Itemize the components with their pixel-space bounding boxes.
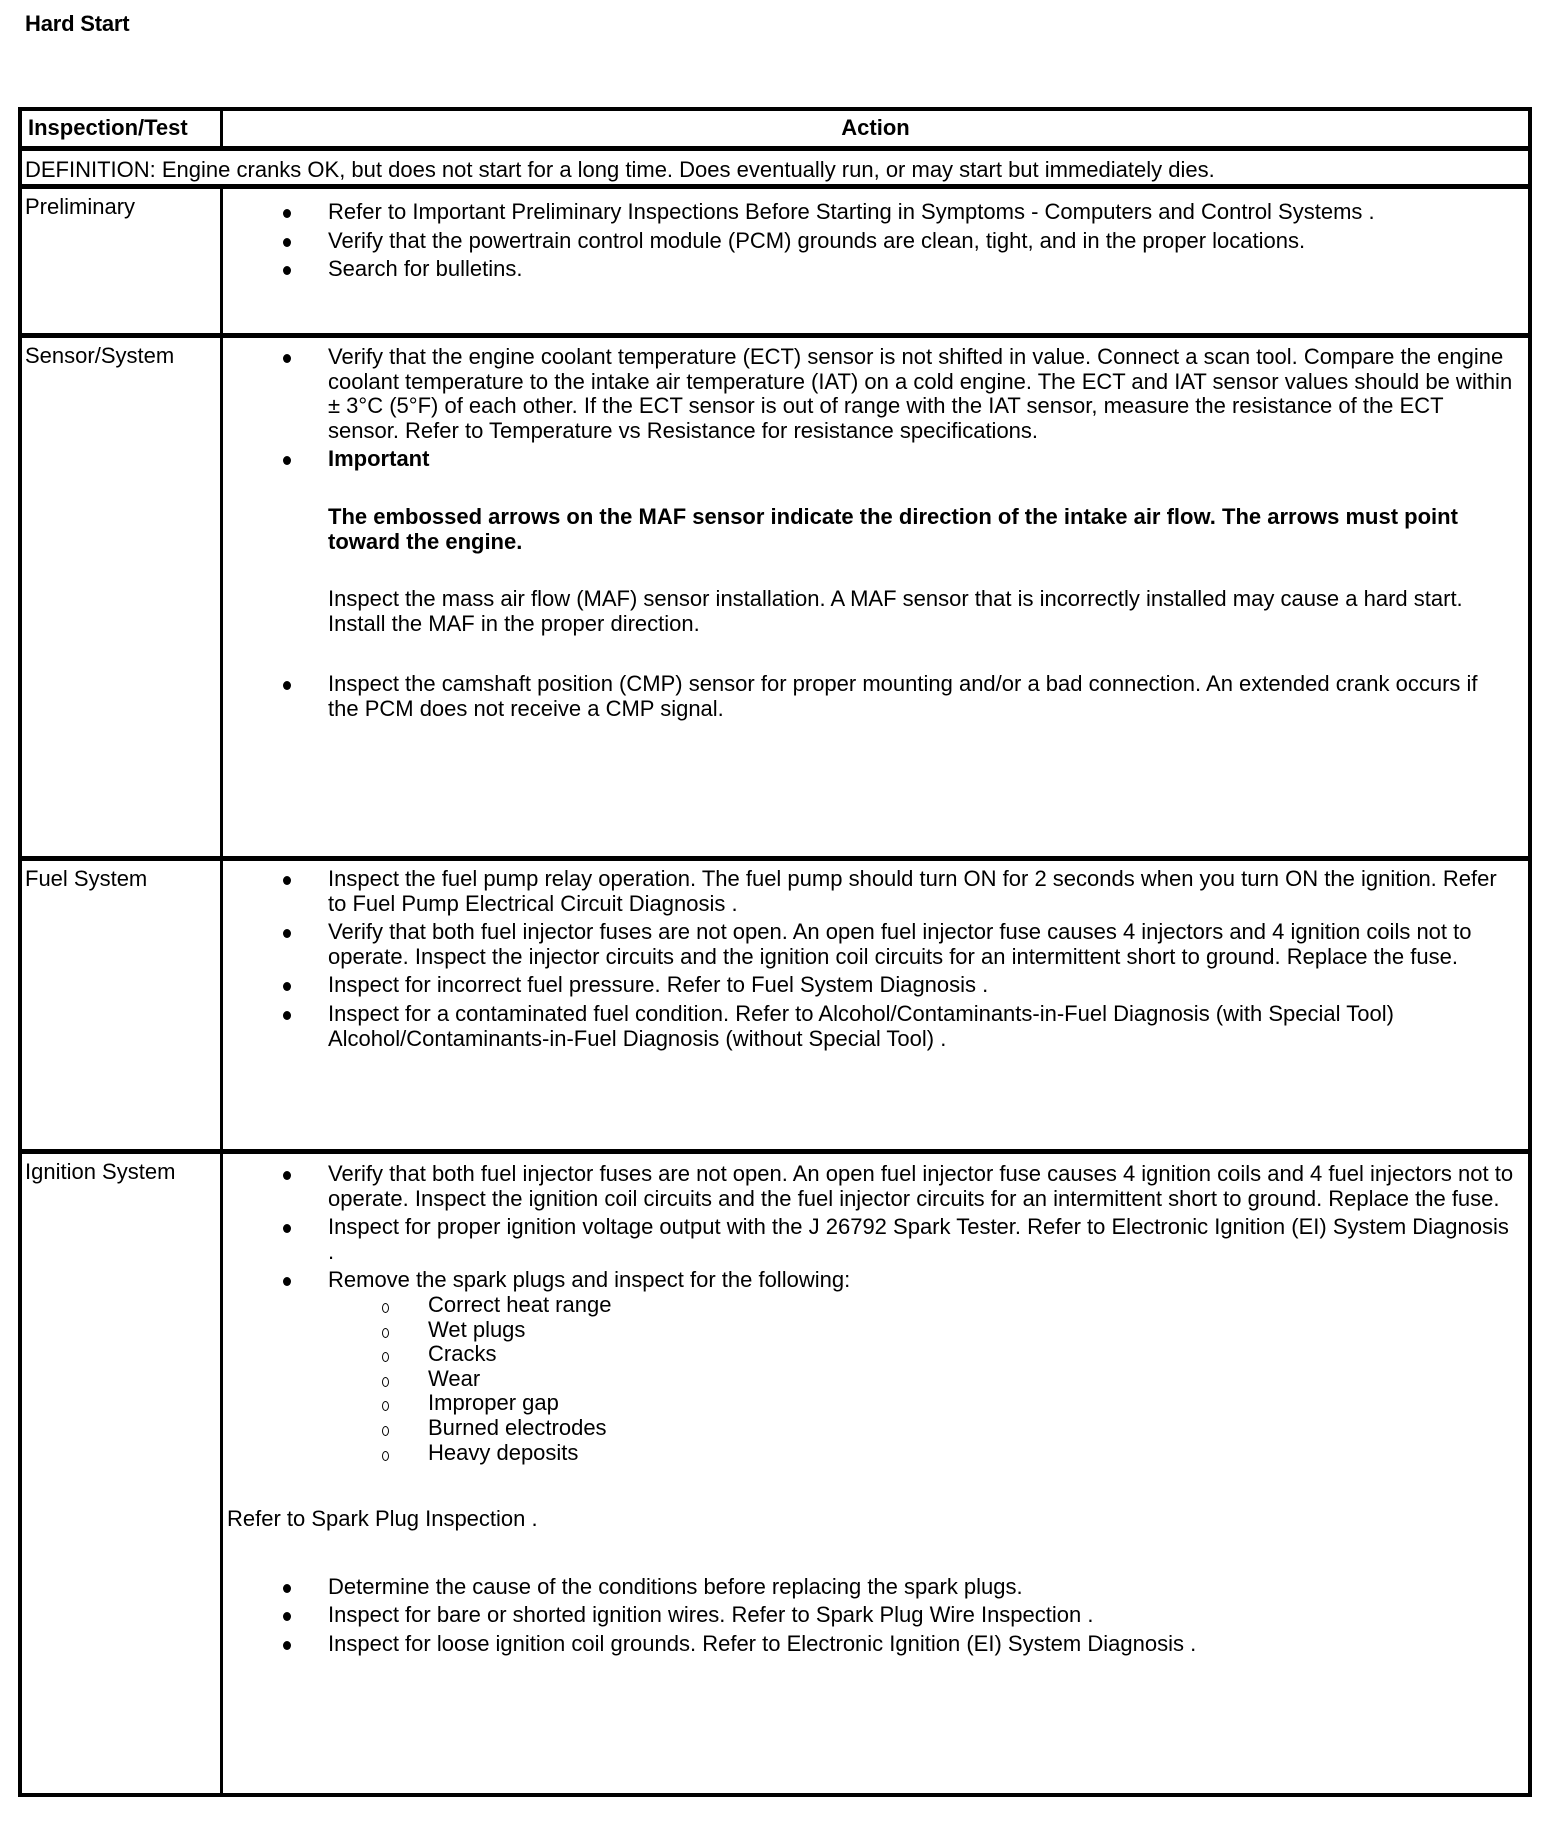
bullet-icon [283,456,291,465]
table-row-sensor-system [22,333,1528,856]
sub-list-item: Wear [223,1367,1528,1392]
sub-list-item: Cracks [223,1342,1528,1367]
list-item: Determine the cause of the conditions before replacing the spark plugs. [223,1575,1528,1600]
list-item: Verify that the powertrain control module (PCM) grounds are clean, tight, and in the proper locations. [223,227,1528,256]
table-row-fuel-system [22,856,1528,1149]
bullet-icon [283,982,291,991]
bullet-icon [283,681,291,690]
circle-bullet-icon [382,1328,389,1338]
bullet-icon [283,209,291,218]
row-actions [223,189,1528,333]
circle-bullet-icon [382,1352,389,1362]
row-actions [223,338,1528,856]
definition-row: DEFINITION: Engine cranks OK, but does not start for a long time. Does eventually run, or may start but immediately dies. [22,146,1528,184]
table-row-preliminary [22,184,1528,333]
bullet-icon [283,238,291,247]
spark-plug-checklist [223,1293,1528,1465]
spark-plug-inspection-reference: Refer to Spark Plug Inspection . [227,1506,538,1532]
list-item: Verify that the engine coolant temperature (ECT) sensor is not shifted in value. Connect a scan tool. Compare the engine coolant temperature to the intake air temperature (IAT) on a cold engine. The ECT and IAT sensor values should be within ± 3°C (5°F) of each other. If the ECT sensor is out of range with the IAT sensor, measure the resistance of the ECT sensor. Refer to Temperature vs Resistance for resistance specifications. [223,345,1528,443]
header-action: Action [841,115,910,140]
circle-bullet-icon [382,1401,389,1411]
sub-list-item: Heavy deposits [223,1441,1528,1466]
sub-list-item: Wet plugs [223,1318,1528,1343]
bullet-icon [283,1224,291,1233]
bullet-icon [283,354,291,363]
row-label: Fuel System [22,861,223,1149]
list-item: Inspect for incorrect fuel pressure. Refer to Fuel System Diagnosis . [223,973,1528,998]
row-label: Sensor/System [22,338,223,856]
list-item: Verify that both fuel injector fuses are not open. An open fuel injector fuse causes 4 injectors and 4 ignition coils not to operate. Inspect the injector circuits and the ignition coil circuits for an intermittent short to ground. Replace the fuse. [223,920,1528,969]
bullet-icon [283,1612,291,1621]
hard-start-table [18,107,1532,1797]
list-item: Remove the spark plugs and inspect for the following: [223,1268,1528,1293]
circle-bullet-icon [382,1451,389,1461]
document-title: Hard Start [25,11,130,36]
list-item: Inspect for bare or shorted ignition wires. Refer to Spark Plug Wire Inspection . [223,1603,1528,1628]
list-item: Refer to Important Preliminary Inspections Before Starting in Symptoms - Computers and Control Systems . [223,198,1528,227]
circle-bullet-icon [382,1426,389,1436]
row-label: Preliminary [22,189,223,333]
list-item: Inspect the camshaft position (CMP) sensor for proper mounting and/or a bad connection. An extended crank occurs if the PCM does not receive a CMP signal. [223,672,1528,721]
bullet-icon [283,1584,291,1593]
circle-bullet-icon [382,1303,389,1313]
maf-paragraph: Inspect the mass air flow (MAF) sensor installation. A MAF sensor that is incorrectly installed may cause a hard start. Install the MAF in the proper direction. [328,586,1463,636]
table-header-row [22,111,1528,146]
bullet-icon [283,876,291,885]
sub-list-item: Correct heat range [223,1293,1528,1318]
row-label: Ignition System [22,1154,223,1793]
list-item: Inspect the fuel pump relay operation. The fuel pump should turn ON for 2 seconds when you turn ON the ignition. Refer to Fuel Pump Electrical Circuit Diagnosis . [223,867,1528,916]
circle-bullet-icon [382,1377,389,1387]
header-inspection-test: Inspection/Test [22,111,223,146]
bullet-icon [283,929,291,938]
list-item: Inspect for loose ignition coil grounds. Refer to Electronic Ignition (EI) System Diagnosis . [223,1632,1528,1657]
bullet-icon [283,1011,291,1020]
bullet-icon [283,1277,291,1286]
list-item-important: Important [223,447,1528,472]
table-row-ignition-system [22,1149,1528,1793]
important-note: The embossed arrows on the MAF sensor indicate the direction of the intake air flow. The arrows must point toward the engine. [328,503,1458,554]
row-actions [223,1154,1528,1793]
sub-list-item: Improper gap [223,1391,1528,1416]
list-item: Inspect for a contaminated fuel condition. Refer to Alcohol/Contaminants-in-Fuel Diagnosis (with Special Tool) Alcohol/Contaminants-in-Fuel Diagnosis (without Special Tool) . [223,1002,1528,1051]
bullet-icon [283,1171,291,1180]
list-item: Search for bulletins. [223,255,1528,284]
row-actions [223,861,1528,1149]
list-item: Verify that both fuel injector fuses are not open. An open fuel injector fuse causes 4 ignition coils and 4 fuel injectors not to operate. Inspect the ignition coil circuits and the fuel injector circuits for an intermittent short to ground. Replace the fuse. [223,1162,1528,1211]
sub-list-item: Burned electrodes [223,1416,1528,1441]
bullet-icon [283,266,291,275]
bullet-icon [283,1641,291,1650]
list-item: Inspect for proper ignition voltage output with the J 26792 Spark Tester. Refer to Electronic Ignition (EI) System Diagnosis . [223,1215,1528,1264]
